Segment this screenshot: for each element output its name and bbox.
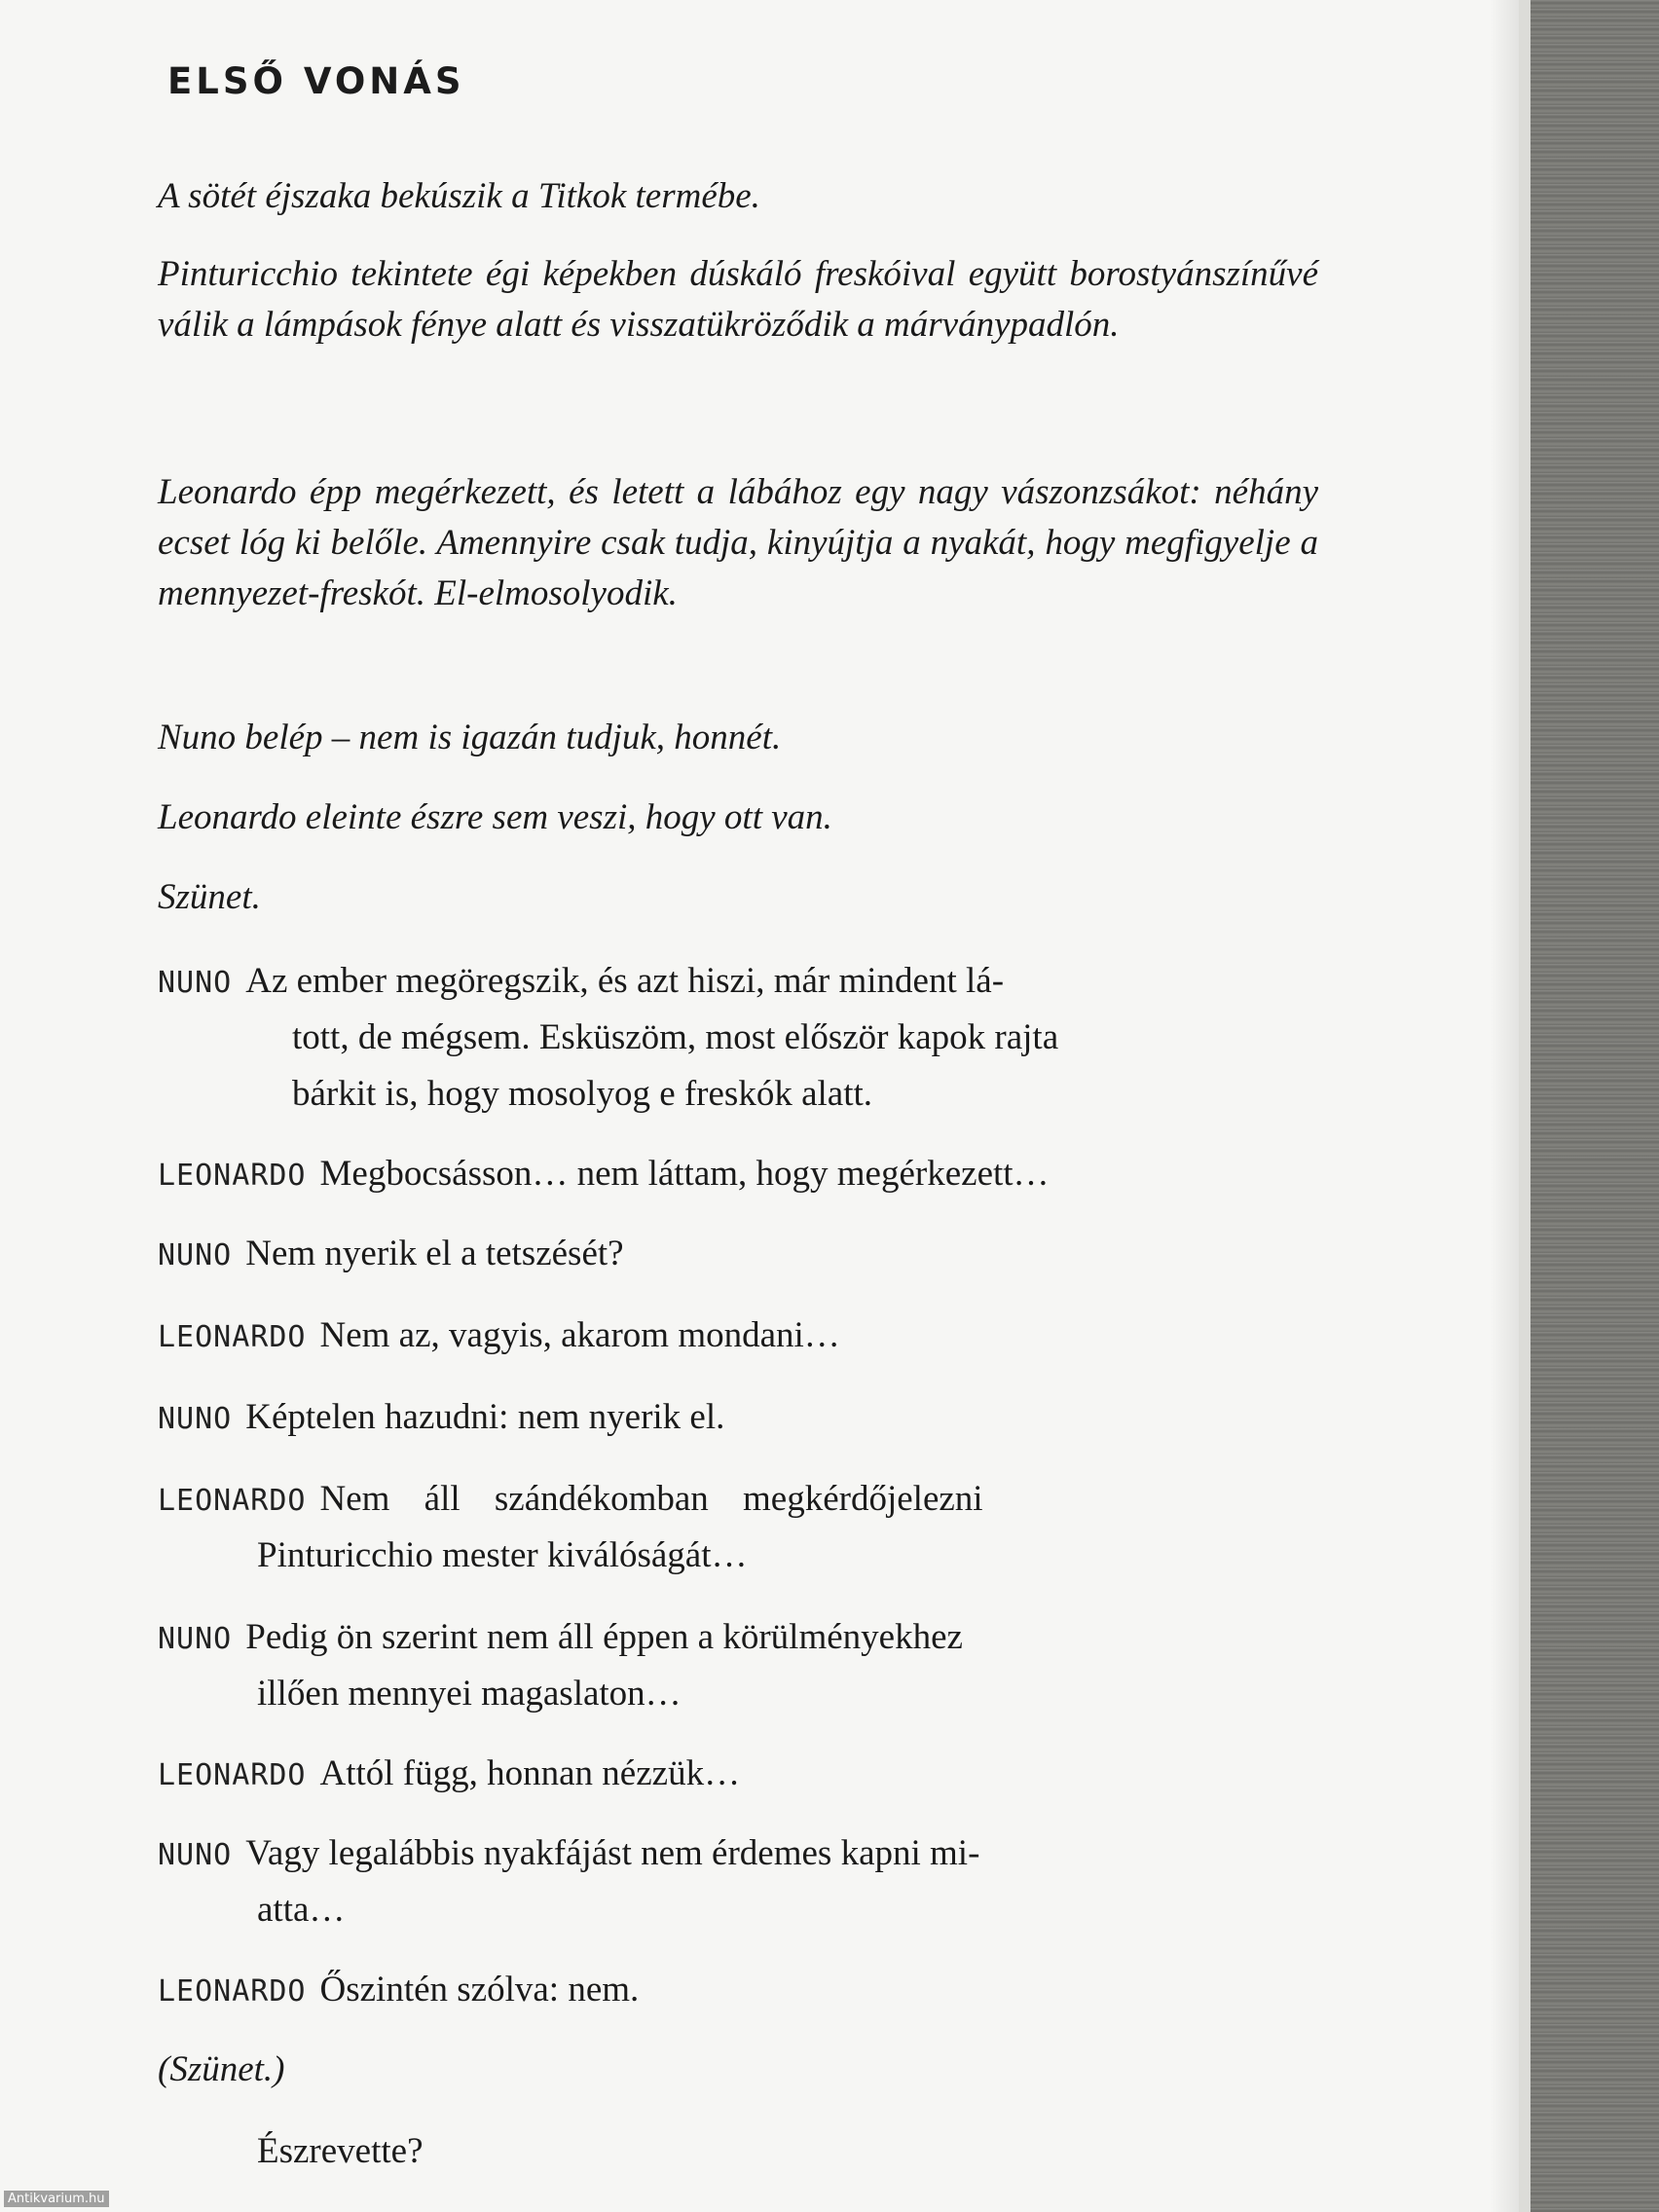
speaker-name: NUNO (158, 1838, 233, 1872)
speaker-name: LEONARDO (158, 1484, 307, 1518)
dialogue-line: Nem áll szándékomban megkérdőjelezni (319, 1479, 983, 1519)
dialogue-line: Pinturicchio mester kiválóságát… (257, 1535, 748, 1575)
speaker-name: NUNO (158, 1622, 233, 1656)
dialogue-line: bárkit is, hogy mosolyog e freskók alatt. (292, 1074, 873, 1114)
page-edge (1519, 0, 1659, 2212)
speaker-name: LEONARDO (158, 1974, 307, 2009)
dialogue-line: Attól függ, honnan nézzük… (319, 1753, 741, 1793)
stage-direction: A sötét éjszaka bekúszik a Titkok termébe. (158, 176, 760, 216)
stage-direction: Szünet. (158, 877, 261, 917)
dialogue-line: Az ember megöregszik, és azt hiszi, már mindent lá- (245, 961, 1005, 1001)
dialogue-line: atta… (257, 1890, 346, 1930)
dialogue-line: tott, de mégsem. Esküszöm, most először kapok rajta (292, 1017, 1059, 1057)
speaker-name: NUNO (158, 1402, 233, 1436)
speaker-name: LEONARDO (158, 1159, 307, 1193)
speaker-name: NUNO (158, 1238, 233, 1272)
dialogue-line: Megbocsásson… nem láttam, hogy megérkezett… (319, 1154, 1050, 1194)
stage-direction: Leonardo eleinte észre sem veszi, hogy ott van. (158, 797, 832, 837)
watermark: Antikvarium.hu (4, 2191, 109, 2207)
stage-direction: (Szünet.) (158, 2049, 285, 2089)
stage-direction: Nuno belép – nem is igazán tudjuk, honnét. (158, 718, 782, 757)
stage-direction: Pinturicchio tekintete égi képekben dúskáló freskóival együtt borostyánszínűvé válik a lámpások fénye alatt és visszatükröződik a márványpadlón. (158, 254, 1318, 345)
dialogue-line: Őszintén szólva: nem. (319, 1970, 640, 2009)
dialogue-line: Nem az, vagyis, akarom mondani… (319, 1315, 840, 1355)
dialogue-line: Pedig ön szerint nem áll éppen a körülményekhez (245, 1617, 963, 1657)
act-heading: ELSŐ VONÁS (167, 60, 465, 102)
dialogue-line: Képtelen hazudni: nem nyerik el. (245, 1397, 725, 1437)
dialogue-line: Észrevette? (257, 2131, 424, 2171)
speaker-name: LEONARDO (158, 1758, 307, 1792)
dialogue-line: Vagy legalábbis nyakfájást nem érdemes kapni mi- (245, 1833, 980, 1873)
stage-direction: Leonardo épp megérkezett, és letett a lábához egy nagy vászonzsákot: néhány ecset lóg ki belőle. Amennyire csak tudja, kinyújtja a nyakát, hogy megfigyelje a mennyezet-freskót. El-elmosolyodik. (158, 472, 1318, 613)
dialogue-line: Nem nyerik el a tetszését? (245, 1234, 624, 1273)
dialogue-line: illően mennyei magaslaton… (257, 1674, 682, 1714)
speaker-name: LEONARDO (158, 1320, 307, 1354)
speaker-name: NUNO (158, 966, 233, 1000)
